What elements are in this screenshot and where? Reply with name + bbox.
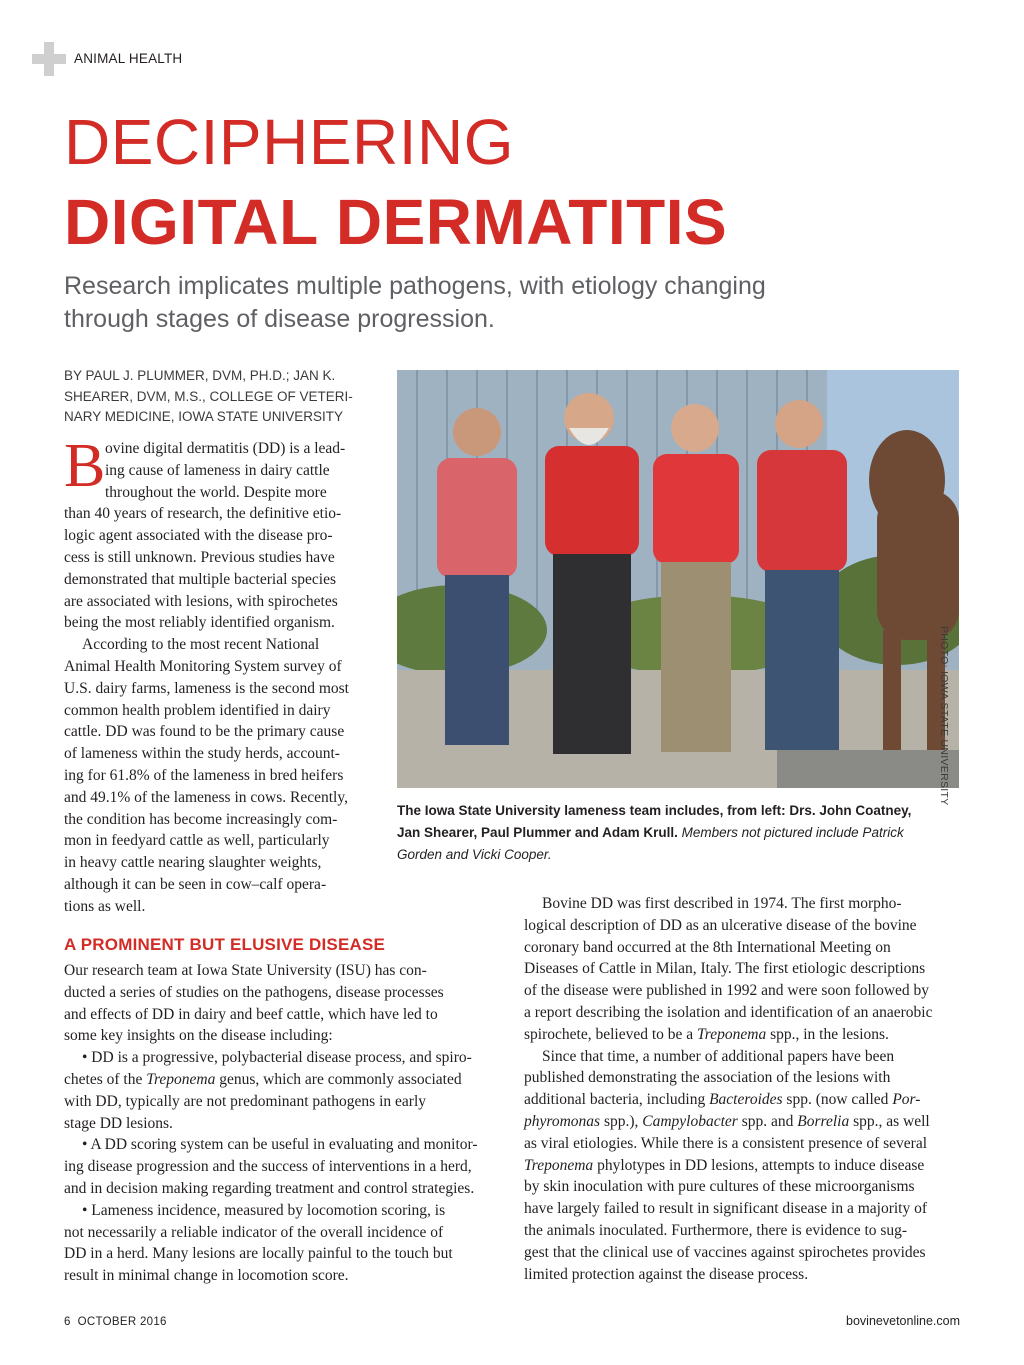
intro-text: ovine digital dermatitis (DD) is a lead- ing cause of lameness in dairy cattle throughout the world. Despite more than 40 years of research, the definitive etio- logic agent associated with the disease pro- cess is still unknown. Previous studies have demonstrated that multiple bacterial species are associated with lesions, with spirochetes being the most reliably identified organism. According to the most recent National Animal Health Monitoring System survey of U.S. dairy farms, lameness is the second most common health problem identified in dairy cattle. DD was found to be the primary cause of lameness within the study herds, account- ing for 61.8% of the lameness in bred heifers and 49.1% of the lameness in cows. Recently, the condition has become increasingly com- mon in feedyard cattle as well, particularly in heavy cattle nearing slaughter weights, although it can be seen in cow–calf opera- tions as well. — [64, 440, 349, 915]
right-column-text: Bovine DD was first described in 1974. The first morpho- logical description of DD as an ulcerative disease of the bovine coronary band occurred at the 8th International Meeting on Diseases of Cattle in Milan, Italy. The first etiologic descriptions of the disease were published in 1992 and were soon followed by a report describing the isolation and identification of an anaerobic spirochete, believed to be a Treponema spp., in the lesions. Since that time, a number of additional papers have been published demonstrating the association of the lesions with additional bacteria, including Bacteroides spp. (now called Por- phyromonas spp.), Campylobacter spp. and Borrelia spp., as well as viral etiologies. While there is a consistent presence of several Treponema phylotypes in DD lesions, attempts to induce disease by skin inoculation with pure cultures of these microorganisms have largely failed to result in significant disease in a majority of the animals inoculated. Furthermore, there is evidence to sug- gest that the clinical use of vaccines against spirochetes provides limited protection against the disease process. — [524, 895, 933, 1283]
team-photo — [397, 370, 959, 788]
subtitle: Research implicates multiple pathogens, with etiology changing through stages of disease progression. — [64, 272, 766, 333]
page-number: 6 OCTOBER 2016 — [64, 1316, 167, 1328]
left-column-text: Our research team at Iowa State University (ISU) has con- ducted a series of studies on the pathogens, disease processes and effects of DD in dairy and beef cattle, which have led to some key insights on the disease including: • DD is a progressive, polybacterial disease process, and spiro- chetes of the Treponema genus, which are commonly associated with DD, typically are not predominant pathogens in early stage DD lesions. • A DD scoring system can be useful in evaluating and monitor- ing disease progression and the success of interventions in a herd, and in decision making regarding treatment and control strategies. • Lameness incidence, measured by locomotion scoring, is not necessarily a reliable indicator of the overall incidence of DD in a herd. Many lesions are locally painful to the touch but result in minimal change in locomotion score. — [64, 962, 478, 1285]
section-label: ANIMAL HEALTH — [74, 51, 183, 66]
headline-line-1: DECIPHERING — [64, 106, 514, 178]
photo-credit: PHOTO: IOWA STATE UNIVERSITY — [938, 626, 950, 806]
byline: BY PAUL J. PLUMMER, DVM, PH.D.; JAN K. SHEARER, DVM, M.S., COLLEGE OF VETERI- NARY MEDICINE, IOWA STATE UNIVERSITY — [64, 368, 353, 424]
headline-line-2: DIGITAL DERMATITIS — [64, 186, 728, 258]
plus-icon — [32, 42, 66, 76]
section-heading: A PROMINENT BUT ELUSIVE DISEASE — [64, 935, 386, 954]
drop-cap: B — [64, 432, 106, 500]
website-link[interactable]: bovinevetonline.com — [846, 1314, 960, 1328]
photo-caption: The Iowa State University lameness team includes, from left: Drs. John Coatney, Jan Shearer, Paul Plummer and Adam Krull. Members not pictured include Patrick Gorden and Vicki Cooper. — [397, 803, 912, 862]
